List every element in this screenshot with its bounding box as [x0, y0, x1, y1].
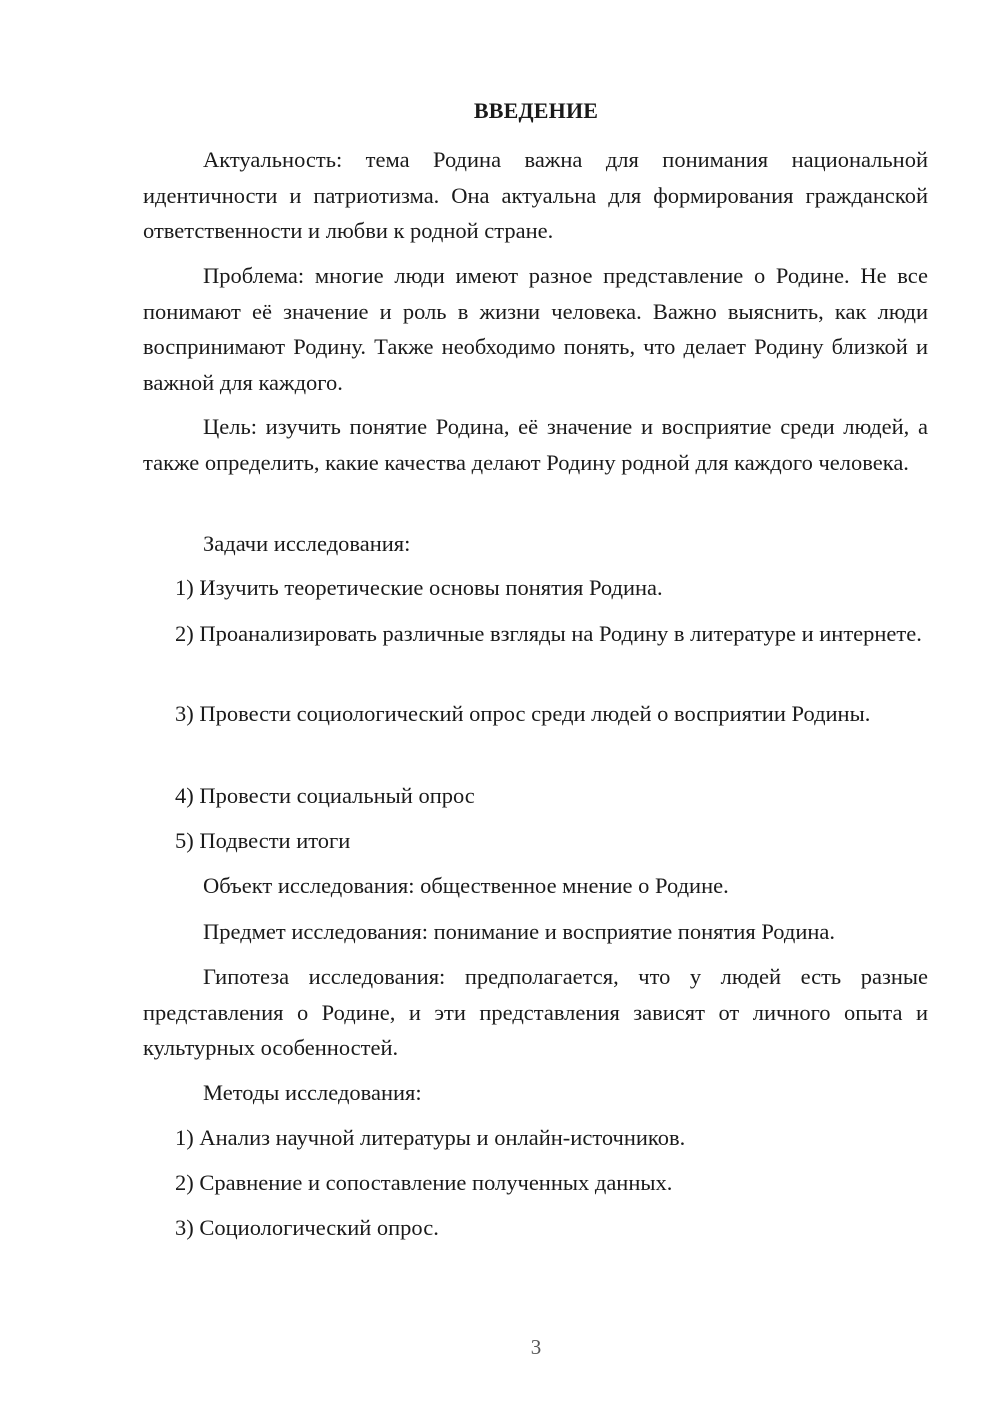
- methods-heading: Методы исследования:: [203, 1080, 422, 1105]
- tasks-heading: Задачи исследования:: [203, 531, 411, 556]
- subject-paragraph: Предмет исследования: понимание и восприятие понятия Родина.: [203, 919, 836, 944]
- task-item-1: 1) Изучить теоретические основы понятия Родина.: [175, 575, 663, 600]
- object-paragraph: Объект исследования: общественное мнение о Родине.: [203, 873, 729, 898]
- method-item-2: 2) Сравнение и сопоставление полученных данных.: [175, 1170, 673, 1195]
- task-item-5: 5) Подвести итоги: [175, 828, 351, 853]
- method-item-3: 3) Социологический опрос.: [175, 1215, 439, 1240]
- goal-paragraph: Цель: изучить понятие Родина, её значение и восприятие среди людей, а также определить, какие качества делают Родину родной для каждого человека.: [143, 414, 928, 475]
- section-title: ВВЕДЕНИЕ: [473, 98, 599, 123]
- hypothesis-paragraph: Гипотеза исследования: предполагается, что у людей есть разные представления о Родине, и эти представления зависят от личного опыта и культурных особенностей.: [143, 964, 928, 1060]
- page-number: 3: [530, 1335, 542, 1359]
- relevance-paragraph: Актуальность: тема Родина важна для понимания национальной идентичности и патриотизма. Она актуальна для формирования гражданской ответственности и любви к родной стране.: [143, 147, 928, 243]
- method-item-1: 1) Анализ научной литературы и онлайн-источников.: [175, 1125, 686, 1150]
- task-item-3: 3) Провести социологический опрос среди людей о восприятии Родины.: [175, 701, 871, 726]
- task-item-4: 4) Провести социальный опрос: [175, 783, 475, 808]
- problem-paragraph: Проблема: многие люди имеют разное представление о Родине. Не все понимают её значение и роль в жизни человека. Важно выяснить, как люди воспринимают Родину. Также необходимо понять, что делает Родину близкой и важной для каждого.: [143, 263, 928, 395]
- task-item-2: 2) Проанализировать различные взгляды на Родину в литературе и интернете.: [175, 621, 922, 646]
